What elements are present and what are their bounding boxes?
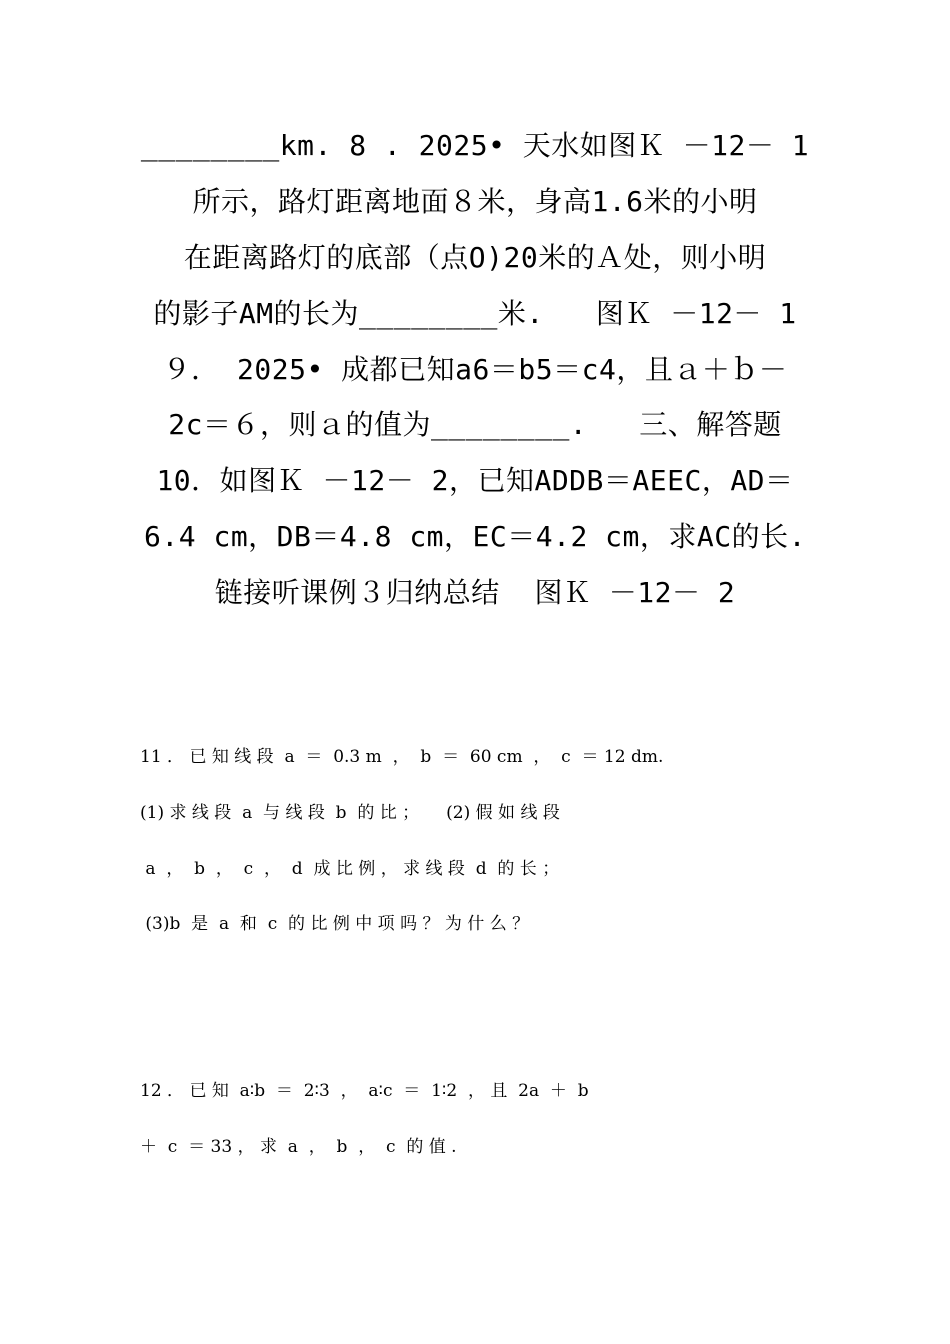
question-line: (3)b 是 a 和 c 的 比 例 中 项 吗 ？ 为 什 么 ？ (140, 914, 530, 934)
question-line: a ， b ， c ， d 成 比 例 ， 求 线 段 d 的 长 ； (140, 859, 560, 879)
text-line: ９． 2025• 成都已知a6＝b5＝c4，且ａ＋ｂ－ (162, 353, 788, 386)
text-line: 的影子AM的长为________米. 图Ｋ －12－ 1 (153, 297, 797, 330)
text-line: ________km. 8 . 2025• 天水如图Ｋ －12－ 1 (140, 129, 810, 162)
text-line: 6.4 cm，DB＝4.8 cm，EC＝4.2 cm，求AC的长. (144, 520, 806, 553)
question-line: 12 ． 已 知 a∶b ＝ 2∶3 ， a∶c ＝ 1∶2 ， 且 2a ＋ b (140, 1081, 589, 1101)
text-line: 2c＝６，则ａ的值为________. 三、解答题 (168, 408, 782, 441)
text-line: 10．如图Ｋ －12－ 2，已知ADDB＝AEEC，AD＝ (156, 464, 794, 497)
text-line: 链接听课例３归纳总结 图Ｋ －12－ 2 (214, 576, 736, 609)
question-line: ＋ c ＝ 33 ， 求 a ， b ， c 的 值 . (140, 1137, 457, 1157)
question-line: 11 ． 已 知 线 段 a ＝ 0.3 m ， b ＝ 60 cm ， c ＝ 12 dm. (140, 747, 664, 767)
text-line: 在距离路灯的底部（点O)20米的Ａ处，则小明 (183, 241, 767, 274)
question-line: (1) 求 线 段 a 与 线 段 b 的 比 ； (2) 假 如 线 段 (140, 803, 560, 823)
text-line: 所示，路灯距离地面８米，身高1.6米的小明 (192, 185, 758, 218)
